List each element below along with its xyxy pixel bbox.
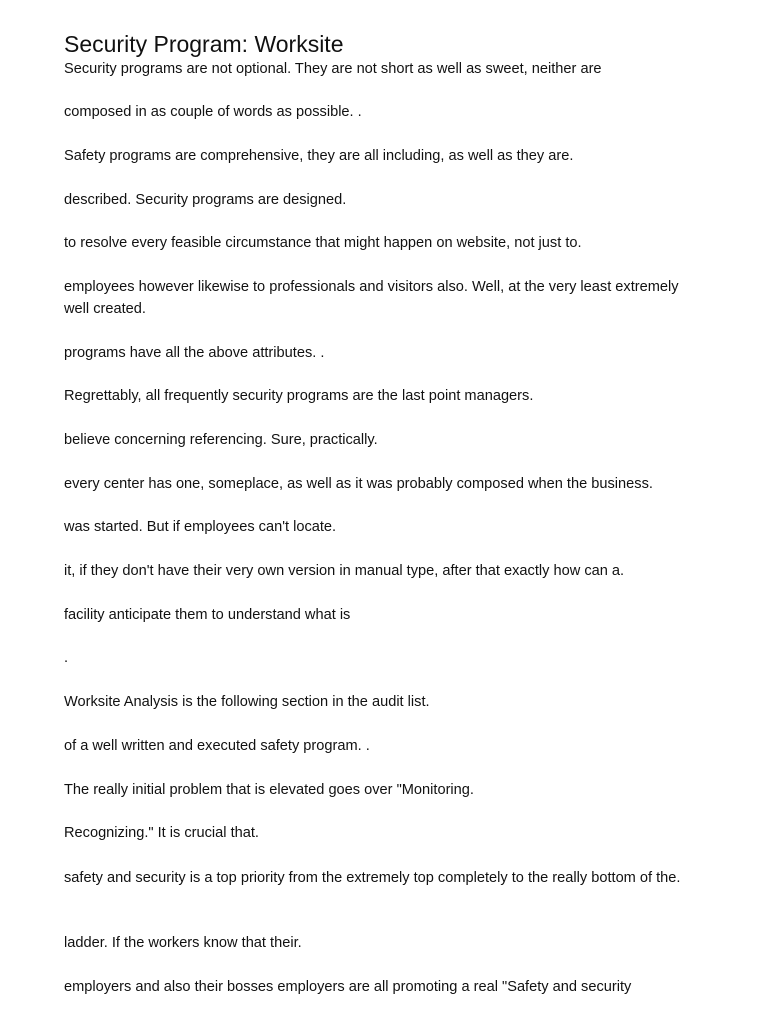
paragraph: described. Security programs are designed. [64,192,347,208]
paragraph: it, if they don't have their very own version in manual type, after that exactly how can a. [64,563,625,579]
paragraph: The really initial problem that is elevated goes over "Monitoring. [64,782,474,798]
paragraph: of a well written and executed safety program. . [64,738,370,754]
paragraph: Safety programs are comprehensive, they are all including, as well as they are. [64,148,574,164]
paragraph: Security programs are not optional. They are not short as well as sweet, neither are [64,61,602,77]
paragraph: believe concerning referencing. Sure, practically. [64,432,378,448]
paragraph: employers and also their bosses employers are all promoting a real "Safety and security [64,979,632,995]
paragraph: . [64,650,69,666]
paragraph: composed in as couple of words as possible. . [64,104,362,120]
paragraph: Regrettably, all frequently security programs are the last point managers. [64,388,534,404]
paragraph: ladder. If the workers know that their. [64,935,302,951]
paragraph: safety and security is a top priority from the extremely top completely to the really bottom of the. [64,870,681,886]
paragraph: every center has one, someplace, as well as it was probably composed when the business. [64,476,653,492]
paragraph: facility anticipate them to understand what is [64,607,351,623]
paragraph: Worksite Analysis is the following section in the audit list. [64,694,430,710]
paragraph: to resolve every feasible circumstance that might happen on website, not just to. [64,235,582,251]
paragraph: employees however likewise to professionals and visitors also. Well, at the very least extremely well created. [64,279,679,317]
paragraph: Recognizing." It is crucial that. [64,825,259,841]
paragraph: was started. But if employees can't locate. [64,519,337,535]
paragraph: programs have all the above attributes. . [64,345,325,361]
document-title: Security Program: Worksite [64,31,344,57]
